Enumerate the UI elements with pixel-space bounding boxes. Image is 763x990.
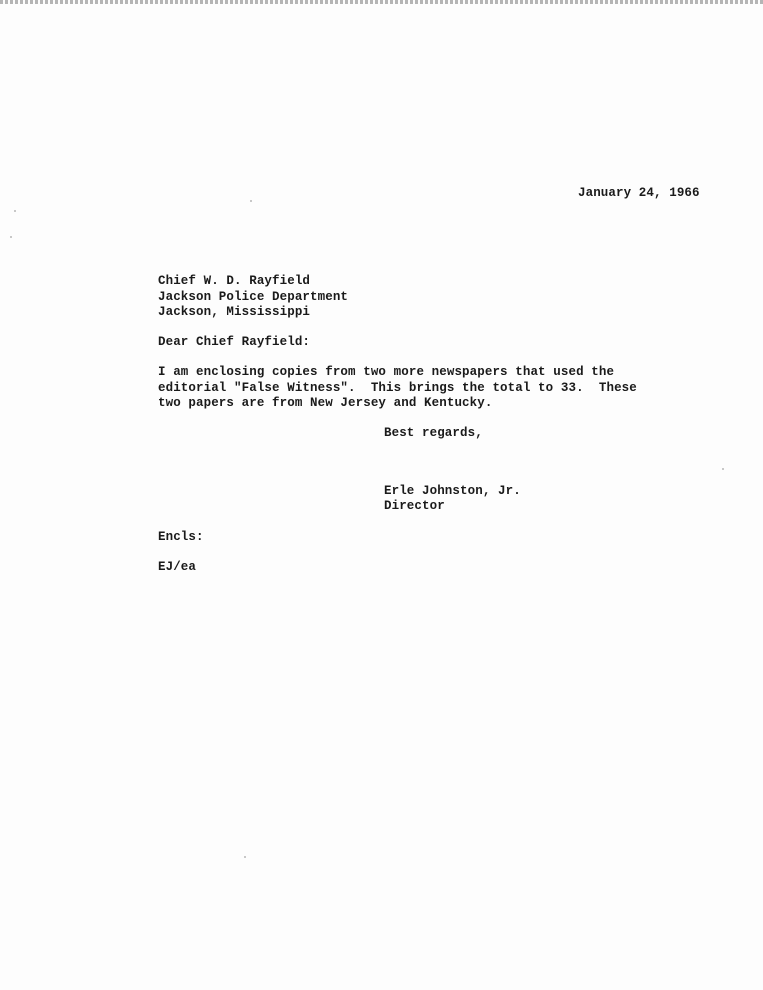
signature-title: Director [384,499,445,513]
reference-initials: EJ/ea [158,560,197,574]
recipient-organization: Jackson Police Department [158,290,349,304]
closing: Best regards, [384,426,483,440]
recipient-location: Jackson, Mississippi [158,305,311,319]
recipient-name: Chief W. D. Rayfield [158,274,311,288]
body-line: two papers are from New Jersey and Kentucky. [158,396,493,410]
page-top-edge [0,0,763,4]
scan-speck [14,210,16,212]
letter-date: January 24, 1966 [578,186,700,200]
body-line: editorial "False Witness". This brings the total to 33. These [158,381,637,395]
signature-name: Erle Johnston, Jr. [384,484,521,498]
scan-speck [244,856,246,858]
scan-speck [722,468,724,470]
enclosures-note: Encls: [158,530,204,544]
scan-speck [250,200,252,202]
body-line: I am enclosing copies from two more newspapers that used the [158,365,615,379]
salutation: Dear Chief Rayfield: [158,335,311,349]
scan-speck [10,236,12,238]
